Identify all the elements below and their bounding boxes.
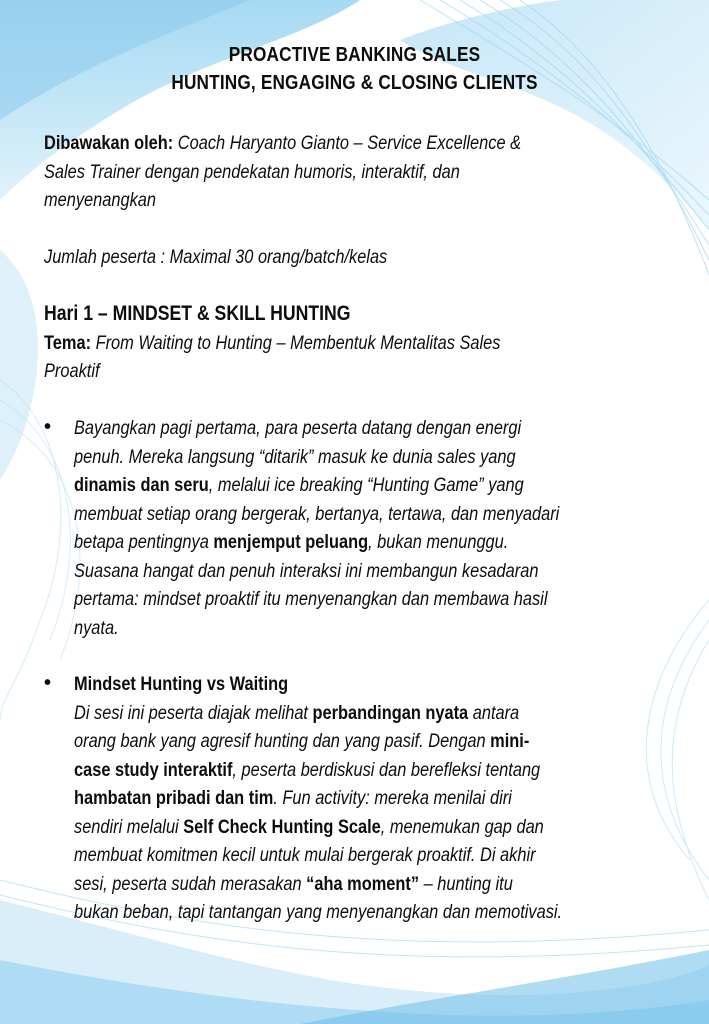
day1-heading: Hari 1 – MINDSET & SKILL HUNTING xyxy=(44,302,351,325)
document-title-line2: HUNTING, ENGAGING & CLOSING CLIENTS xyxy=(171,72,538,94)
bullet1-line: pertama: mindset proaktif itu menyenangkan dan membawa hasil xyxy=(74,588,548,610)
bullet2-bold: mini- xyxy=(490,730,530,752)
bullet2-line: bukan beban, tapi tantangan yang menyenangkan dan memotivasi. xyxy=(74,901,563,923)
bullet1-line: , bukan menunggu. xyxy=(368,531,509,553)
bullet2-bold: Self Check Hunting Scale xyxy=(183,815,381,838)
bullet1-line: Bayangkan pagi pertama, para peserta datang dengan energi xyxy=(74,417,522,439)
bullet2-line: . Fun activity: mereka menilai diri xyxy=(273,787,512,809)
theme-label: Tema: xyxy=(44,331,92,354)
bullet1-line: Suasana hangat dan penuh interaksi ini membangun kesadaran xyxy=(74,559,539,582)
bullet1-bold: menjemput peluang xyxy=(213,531,369,553)
bullet1-line: nyata. xyxy=(74,616,119,639)
bullet2-line: – hunting itu xyxy=(419,872,513,895)
day1-section xyxy=(44,300,500,386)
document-title-line1: PROACTIVE BANKING SALES xyxy=(228,44,481,66)
bullet2-line: , menemukan gap dan xyxy=(380,815,544,838)
bullet1-line: , melalui ice breaking “Hunting Game” yang xyxy=(208,474,524,496)
bullet-marker: • xyxy=(44,416,52,438)
bullet2-line: Di sesi ini peserta diajak melihat xyxy=(74,701,313,724)
bullet2-bold: case study interaktif xyxy=(74,758,233,781)
presenter-line3: menyenangkan xyxy=(44,189,157,211)
bullet2-bold: hambatan pribadi dan tim xyxy=(74,787,274,809)
bullet1-bold: dinamis dan seru xyxy=(74,474,209,496)
bullet1-paragraph xyxy=(74,414,559,642)
bullet1-line: penuh. Mereka langsung “ditarik” masuk ke dunia sales yang xyxy=(74,445,516,468)
bullet2-paragraph xyxy=(74,670,562,927)
theme-line1: From Waiting to Hunting – Membentuk Mentalitas Sales xyxy=(95,331,501,354)
presenter-info xyxy=(44,129,521,215)
bullet2-line: antara xyxy=(468,701,520,724)
bullet1-line: betapa pentingnya xyxy=(74,531,214,553)
bullet2-bold: “aha moment” xyxy=(306,872,420,895)
bullet2-line: sendiri melalui xyxy=(74,815,184,838)
bullet2-line: , peserta berdiskusi dan berefleksi tentang xyxy=(232,758,541,781)
bullet-marker: • xyxy=(44,672,52,694)
presenter-line1: Coach Haryanto Gianto – Service Excellence & xyxy=(177,132,522,154)
bullet2-bold: perbandingan nyata xyxy=(312,701,469,724)
bullet2-line: orang bank yang agresif hunting dan yang pasif. Dengan xyxy=(74,730,491,752)
presenter-label: Dibawakan oleh: xyxy=(44,132,174,154)
bullet1-line: membuat setiap orang bergerak, bertanya, tertawa, dan menyadari xyxy=(74,502,560,525)
bullet2-line: sesi, peserta sudah merasakan xyxy=(74,872,307,895)
participants-info xyxy=(44,243,387,272)
bullet2-line: membuat komitmen kecil untuk mulai bergerak proaktif. Di akhir xyxy=(74,844,536,866)
presenter-line2: Sales Trainer dengan pendekatan humoris, interaktif, dan xyxy=(44,160,460,183)
theme-line2: Proaktif xyxy=(44,360,100,382)
bullet2-heading: Mindset Hunting vs Waiting xyxy=(74,673,289,695)
participants-text: Jumlah peserta : Maximal 30 orang/batch/kelas xyxy=(44,246,388,268)
